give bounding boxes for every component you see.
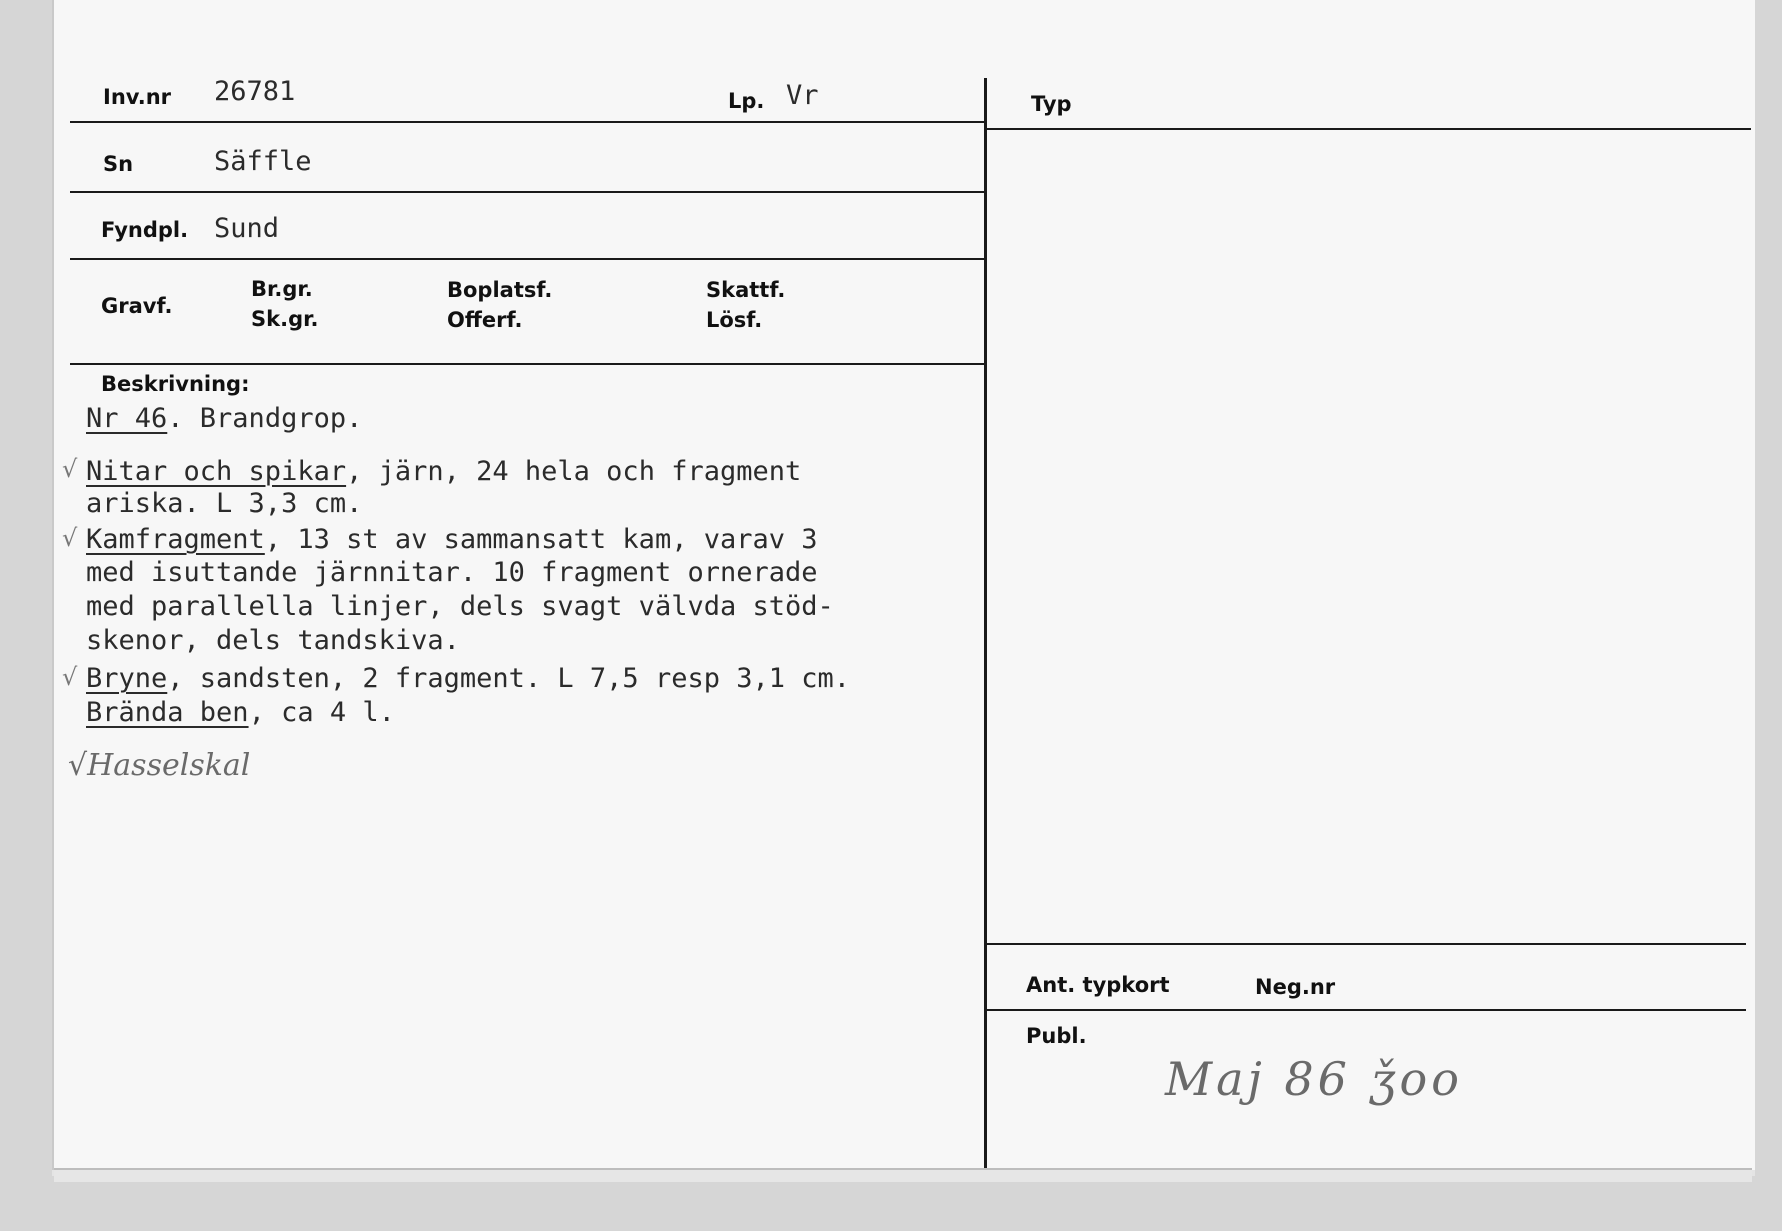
sk-gr-label: Sk.gr.	[251, 307, 319, 331]
checkmark-1: √	[62, 455, 78, 483]
rule-inv	[70, 121, 985, 123]
ant-typkort-label: Ant. typkort	[1026, 973, 1170, 997]
br-gr-label: Br.gr.	[251, 277, 313, 301]
gravf-label: Gravf.	[101, 294, 173, 318]
publ-handwritten-note: Maj 86 ǯoo	[1165, 1052, 1463, 1106]
checkmark-2: √	[62, 524, 78, 552]
fyndpl-value: Sund	[214, 213, 280, 244]
lp-label: Lp.	[728, 89, 765, 113]
offerf-label: Offerf.	[447, 308, 523, 332]
description-line-4: Kamfragment, 13 st av sammansatt kam, varav 3	[86, 524, 818, 555]
losf-label: Lösf.	[706, 308, 763, 332]
description-line-1: Nr 46. Brandgrop.	[86, 403, 363, 434]
description-line-6: med parallella linjer, dels svagt välvda stöd-	[86, 591, 834, 622]
rule-typ	[986, 128, 1751, 130]
description-line-7: skenor, dels tandskiva.	[86, 625, 460, 656]
description-line-3: ariska. L 3,3 cm.	[86, 488, 363, 519]
boplatsf-label: Boplatsf.	[447, 278, 553, 302]
skattf-label: Skattf.	[706, 278, 786, 302]
grave-number: Nr 46	[86, 403, 168, 434]
card-bottom-edge	[54, 1168, 1752, 1182]
typ-label: Typ	[1031, 92, 1072, 116]
column-divider	[984, 78, 987, 1168]
description-line-5: med isuttande järnnitar. 10 fragment ornerade	[86, 557, 818, 588]
rule-gravf	[70, 363, 985, 365]
rule-sn	[70, 191, 985, 193]
sn-value: Säffle	[214, 146, 312, 177]
neg-nr-label: Neg.nr	[1255, 975, 1336, 999]
rule-publ	[986, 1009, 1746, 1011]
description-line-2: Nitar och spikar, järn, 24 hela och fragment	[86, 456, 802, 487]
rule-fyndpl	[70, 258, 985, 260]
publ-label: Publ.	[1026, 1024, 1087, 1048]
rule-ant	[986, 943, 1746, 945]
beskrivning-label: Beskrivning:	[101, 372, 250, 396]
description-line-8: Bryne, sandsten, 2 fragment. L 7,5 resp 3,1 cm.	[86, 663, 851, 694]
inv-nr-value: 26781	[214, 76, 296, 107]
fyndpl-label: Fyndpl.	[101, 218, 189, 242]
checkmark-3: √	[62, 663, 78, 691]
sn-label: Sn	[103, 152, 134, 176]
lp-value: Vr	[786, 80, 819, 111]
description-line-9: Brända ben, ca 4 l.	[86, 697, 395, 728]
handwritten-note: √Hasselskal	[68, 748, 251, 783]
inv-nr-label: Inv.nr	[103, 85, 172, 109]
